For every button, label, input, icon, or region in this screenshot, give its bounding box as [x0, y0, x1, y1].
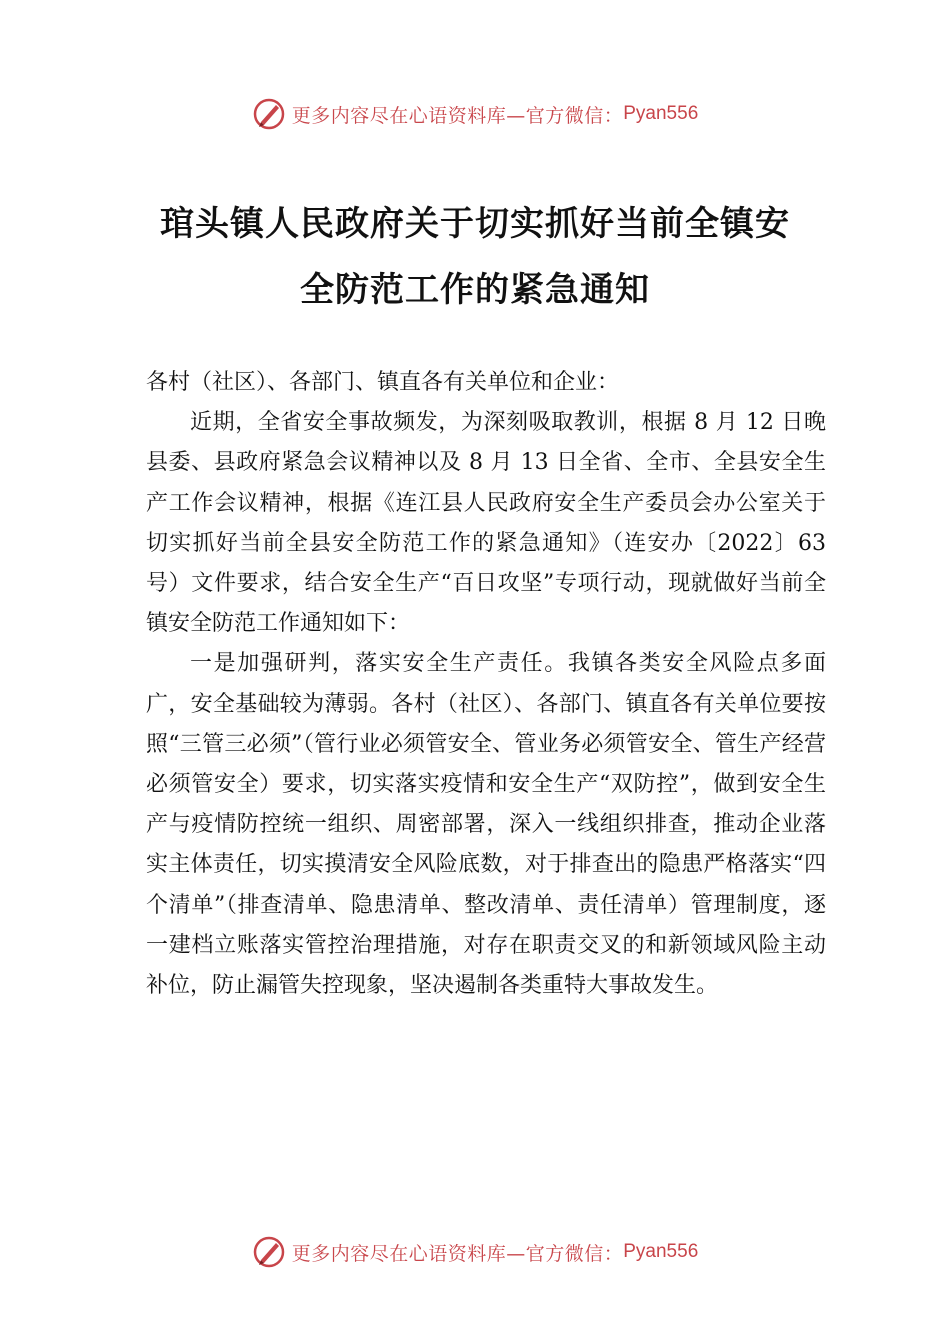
pen-logo-icon — [252, 1235, 286, 1269]
document-title-line1: 琯头镇人民政府关于切实抓好当前全镇安 — [160, 204, 790, 244]
watermark-header — [0, 94, 950, 134]
watermark-text: 更多内容尽在心语资料库—官方微信： — [291, 1242, 624, 1265]
salutation: 各村（社区）、各部门、镇直各有关单位和企业： — [146, 370, 620, 395]
watermark-footer — [0, 1232, 950, 1272]
watermark-text: 更多内容尽在心语资料库—官方微信： — [291, 104, 624, 127]
watermark-handle: Pyan556 — [623, 103, 699, 124]
document-body — [146, 363, 826, 1006]
paragraph-first-point: 一是加强研判，落实安全生产责任。我镇各类安全风险点多面广，安全基础较为薄弱。各村（社区）、各部门、镇直各有关单位要按照“三管三必须”（管行业必须管安全、管业务必须管安全、管生产经营必须管安全）要求，切实落实疫情和安全生产“双防控”，做到安全生产与疫情防控统一组织、周密部署，深入一线组织排查，推动企业落实主体责任，切实摸清安全风险底数，对于排查出的隐患严格落实“四个清单”（排查清单、隐患清单、整改清单、责任清单）管理制度，逐一建档立账落实管控治理措施，对存在职责交叉的和新领域风险主动补位，防止漏管失控现象，坚决遏制各类重特大事故发生。 — [146, 651, 826, 999]
document-title-line2: 全防范工作的紧急通知 — [300, 270, 650, 310]
watermark-handle: Pyan556 — [623, 1241, 699, 1262]
pen-logo-icon — [252, 97, 286, 131]
paragraph-intro: 近期，全省安全事故频发，为深刻吸取教训，根据 8 月 12 日晚县委、县政府紧急会议精神以及 8 月 13 日全省、全市、全县安全生产工作会议精神，根据《连江县人民政府安全生产委员会办公室关于切实抓好当前全县安全防范工作的紧急通知》（连安办〔2022〕63 号）文件要求，结合安全生产“百日攻坚”专项行动，现就做好当前全镇安全防范工作通知如下： — [146, 410, 826, 637]
